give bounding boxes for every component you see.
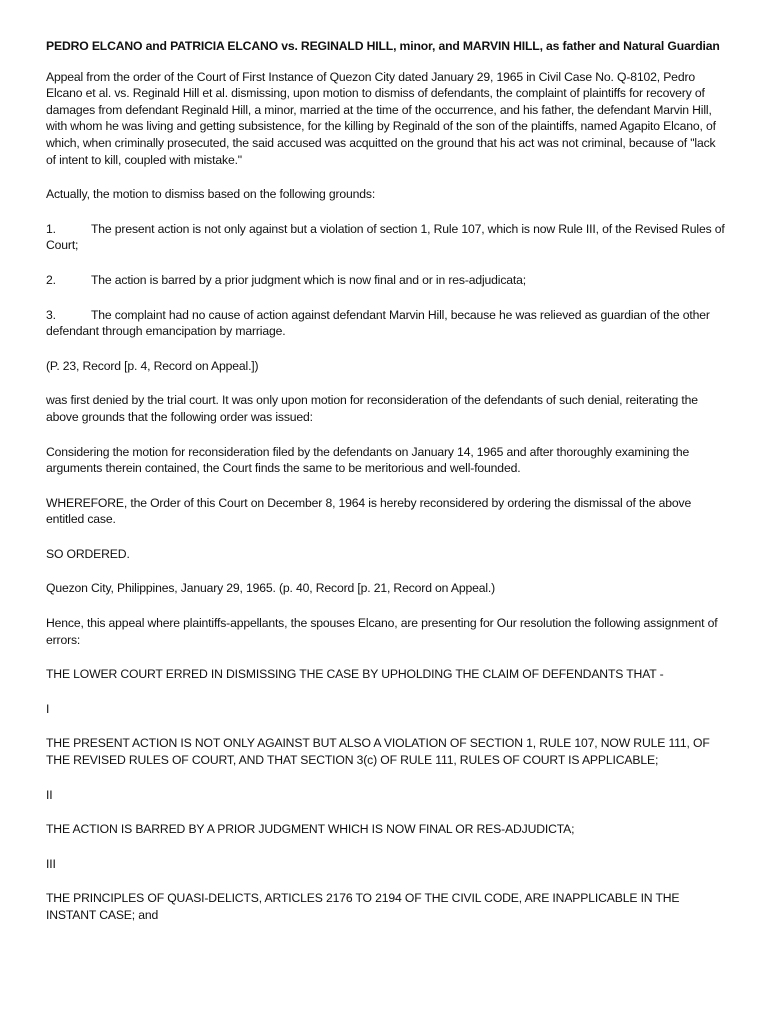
considering-paragraph: Considering the motion for reconsideration filed by the defendants on January 14, 1965 and after thoroughly examining the arguments therein contained, the Court finds the same to be meritorious and well-founded. — [46, 444, 690, 476]
wherefore-paragraph: WHEREFORE, the Order of this Court on December 8, 1964 is hereby reconsidered by ordering the dismissal of the above entitled case. — [46, 495, 692, 527]
ground-number: 3. — [46, 307, 56, 322]
ground-text: The present action is not only against but a violation of section 1, Rule 107, which is now Rule III, of the Revised Rules of Court; — [46, 221, 725, 253]
ground-text: The action is barred by a prior judgment which is now final and or in res-adjudicata; — [91, 272, 527, 287]
denied-paragraph: was first denied by the trial court. It was only upon motion for reconsideration of the defendants of such denial, reiterating the above grounds that the following order was issued: — [46, 393, 698, 424]
error-number-2: II — [46, 787, 53, 802]
case-title: PEDRO ELCANO and PATRICIA ELCANO vs. REGINALD HILL, minor, and MARVIN HILL, as father and Natural Guardian — [46, 39, 720, 53]
so-ordered: SO ORDERED. — [46, 546, 130, 561]
error-text-2: THE ACTION IS BARRED BY A PRIOR JUDGMENT WHICH IS NOW FINAL OR RES-ADJUDICTA; — [46, 822, 575, 837]
error-text-3: THE PRINCIPLES OF QUASI-DELICTS, ARTICLES 2176 TO 2194 OF THE CIVIL CODE, ARE INAPPLICABLE IN THE INSTANT CASE; and — [46, 891, 680, 922]
intro-paragraph: Appeal from the order of the Court of First Instance of Quezon City dated January 29, 1965 in Civil Case No. Q-8102, Pedro Elcano et al. vs. Reginald Hill et al. dismissing, upon motion to dismiss of defendants, the complaint of plaintiffs for recovery of damages from defendant Reginald Hill, a minor, married at the time of the occurrence, and his father, the defendant Marvin Hill, with whom he was living and getting subsistence, for the killing by Reginald of the son of the plaintiffs, named Agapito Elcano, of which, when criminally prosecuted, the said accused was acquitted on the ground that his act was not criminal, because of "lack of intent to kill, coupled with mistake." — [46, 69, 716, 167]
ground-number: 1. — [46, 221, 56, 236]
place-date-line: Quezon City, Philippines, January 29, 1965. (p. 40, Record [p. 21, Record on Appeal.) — [46, 581, 496, 596]
ground-item-1 — [46, 221, 726, 254]
hence-paragraph: Hence, this appeal where plaintiffs-appellants, the spouses Elcano, are presenting for Our resolution the following assignment of errors: — [46, 616, 718, 647]
lower-court-heading: THE LOWER COURT ERRED IN DISMISSING THE CASE BY UPHOLDING THE CLAIM OF DEFENDANTS THAT - — [46, 667, 664, 682]
grounds-intro: Actually, the motion to dismiss based on the following grounds: — [46, 187, 376, 202]
ground-number: 2. — [46, 272, 56, 287]
error-number-1: I — [46, 701, 50, 716]
document-page — [46, 38, 726, 942]
error-number-3: III — [46, 856, 56, 871]
ground-item-2 — [46, 272, 726, 289]
ground-item-3 — [46, 307, 726, 340]
error-text-1: THE PRESENT ACTION IS NOT ONLY AGAINST BUT ALSO A VIOLATION OF SECTION 1, RULE 107, NOW RULE 111, OF THE REVISED RULES OF COURT, AND THAT SECTION 3(c) OF RULE 111, RULES OF COURT IS APPLICABLE; — [46, 736, 710, 768]
ground-text: The complaint had no cause of action against defendant Marvin Hill, because he was relieved as guardian of the other defendant through emancipation by marriage. — [46, 307, 710, 339]
record-reference: (P. 23, Record [p. 4, Record on Appeal.]) — [46, 358, 259, 373]
